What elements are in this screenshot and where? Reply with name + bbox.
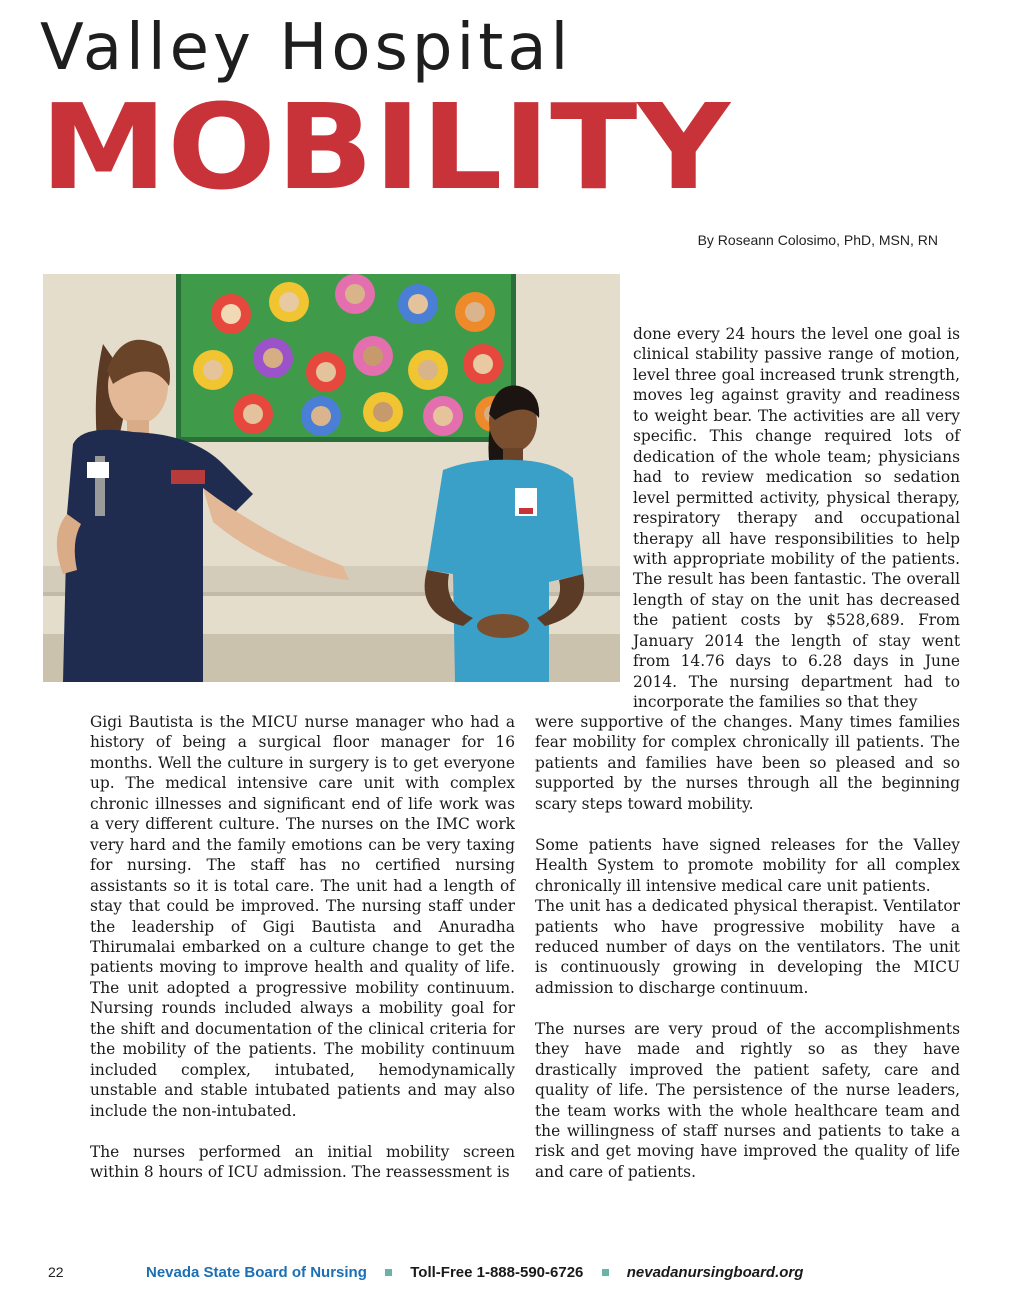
separator-square-icon bbox=[602, 1269, 609, 1276]
footer-info bbox=[146, 1264, 803, 1281]
byline: By Roseann Colosimo, PhD, MSN, RN bbox=[697, 232, 938, 248]
mobility-banner bbox=[40, 92, 740, 202]
article-paragraph: Some patients have signed releases for the Valley Health System to promote mobility for all complex chronically ill intensive medical care unit patients. bbox=[535, 835, 960, 895]
footer-organization: Nevada State Board of Nursing bbox=[146, 1264, 367, 1281]
hospital-title: Valley Hospital bbox=[40, 11, 573, 85]
article-paragraph: The nurses are very proud of the accomplishments they have made and rightly so as they have drastically improved the patient safety, care and quality of life. The persistence of the nurse leaders, the team works with the whole healthcare team and the willingness of staff nurses and patients to take a risk and get moving have improved the quality of life and care of patients. bbox=[535, 1019, 960, 1181]
article-paragraph: Gigi Bautista is the MICU nurse manager who had a history of being a surgical floor manager for 16 months. Well the culture in surgery is to get everyone up. The medical intensive care unit with complex chronic illnesses and significant end of life work was a very different culture. The nurses on the IMC work very hard and the family emotions can be very taxing for nursing. The staff has no certified nursing assistants so it is total care. The unit had a length of stay that could be improved. The nursing staff under the leadership of Gigi Bautista and Anuradha Thirumalai embarked on a culture change to get the patients moving to improve health and quality of life. The unit adopted a progressive mobility continuum. Nursing rounds included always a mobility goal for the shift and documentation of the clinical criteria for the mobility of the patients. The mobility continuum included complex, intubated, hemodynamically unstable and stable intubated patients and may also include the non-intubated. bbox=[90, 713, 515, 1120]
article-column-right bbox=[535, 712, 960, 1182]
separator-square-icon bbox=[385, 1269, 392, 1276]
article-column-top-right bbox=[633, 324, 960, 713]
footer-phone: Toll-Free 1-888-590-6726 bbox=[410, 1264, 584, 1281]
mobility-word: MOBILITY bbox=[40, 92, 732, 202]
article-column-left bbox=[90, 712, 515, 1182]
article-paragraph: The nurses performed an initial mobility screen within 8 hours of ICU admission. The reassessment is bbox=[90, 1142, 515, 1181]
footer-website[interactable]: nevadanursingboard.org bbox=[626, 1264, 804, 1281]
page-footer bbox=[0, 1258, 1024, 1288]
page-number: 22 bbox=[48, 1264, 64, 1280]
article-paragraph: done every 24 hours the level one goal is clinical stability passive range of motion, level three goal increased trunk strength, moves leg against gravity and readiness to weight bear. The activities are all very specific. This change required lots of dedication of the whole team; physicians had to review medication so sedation level permitted activity, physical therapy, respiratory therapy and occupational therapy all have responsibilities to help with appropriate mobility of the patients. The result has been fantastic. The overall length of stay on the unit has decreased the patient costs by $528,689. From January 2014 the length of stay went from 14.76 days to 6.28 days in June 2014. The nursing department had to incorporate the families so that they bbox=[633, 325, 960, 712]
article-paragraph: were supportive of the changes. Many times families fear mobility for complex chronically ill patients. The patients and families have been so pleased and so supported by the nurses through all the beginning scary steps toward mobility. bbox=[535, 713, 960, 813]
photo-of-two-nurses bbox=[43, 274, 620, 682]
mobility-banner-text bbox=[40, 92, 740, 202]
bulletin-board bbox=[176, 274, 516, 442]
article-paragraph: The unit has a dedicated physical therapist. Ventilator patients who have progressive mobility have a reduced number of days on the ventilators. The unit is continuously growing in developing the MICU admission to discharge continuum. bbox=[535, 897, 960, 997]
